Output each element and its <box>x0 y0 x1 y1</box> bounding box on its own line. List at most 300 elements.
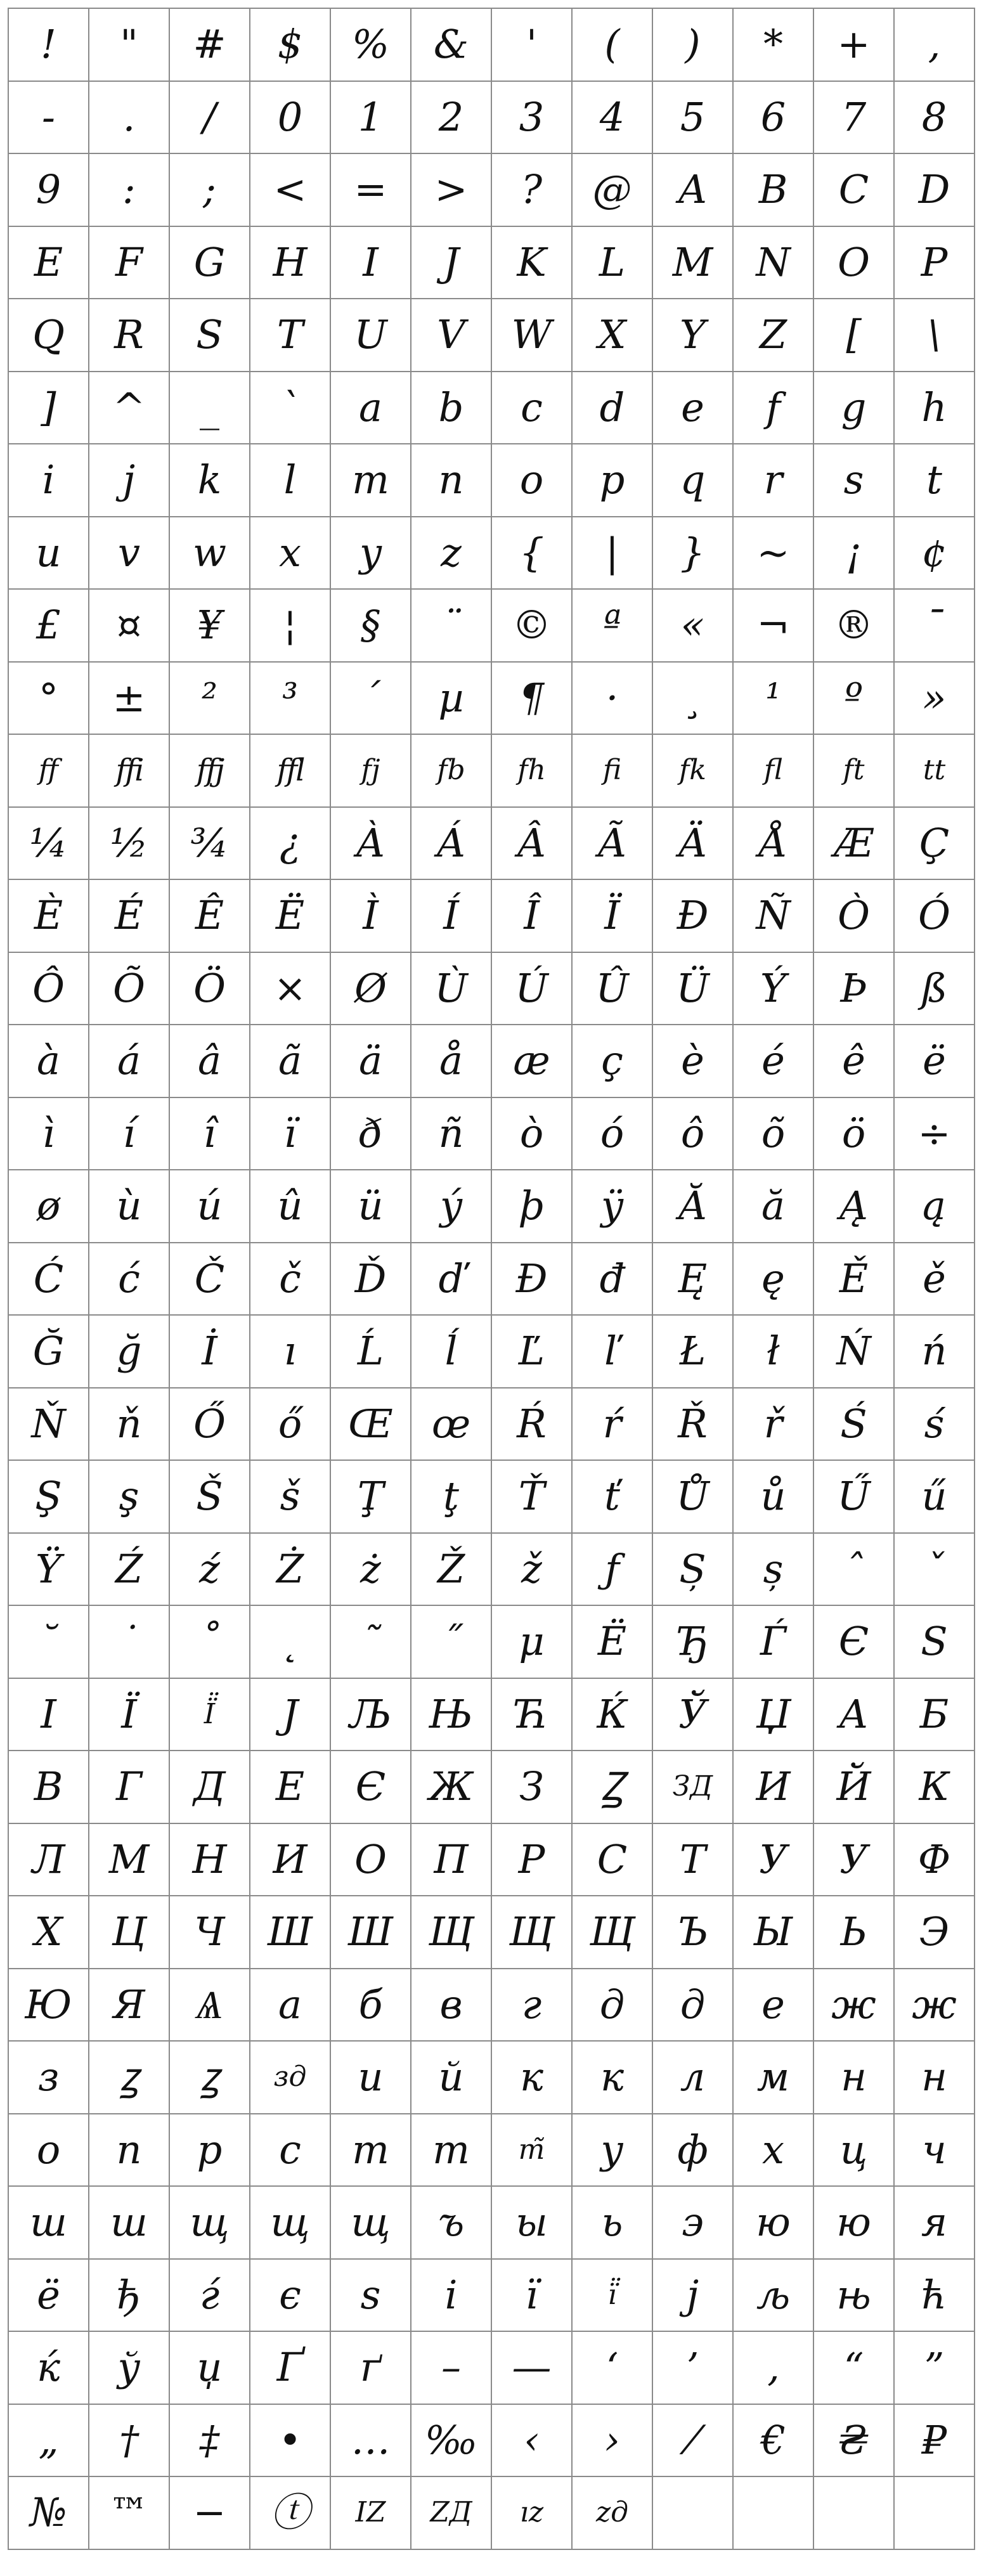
glyph-cell: Я <box>89 1969 170 2042</box>
glyph-cell: ґ <box>331 2332 411 2405</box>
glyph-cell: IZ <box>331 2477 411 2550</box>
glyph-cell: Щ <box>492 1896 573 1969</box>
glyph-cell: ќ <box>9 2332 89 2405</box>
glyph-cell: м <box>734 2042 814 2114</box>
glyph-cell: j <box>89 444 170 517</box>
glyph-cell: У <box>734 1824 814 1897</box>
glyph-cell: ю <box>734 2187 814 2260</box>
glyph-cell <box>734 2477 814 2550</box>
glyph-cell: Ă <box>653 1170 734 1243</box>
glyph-cell: r <box>734 444 814 517</box>
glyph-cell: › <box>573 2405 653 2478</box>
glyph-cell: ť <box>573 1461 653 1534</box>
glyph-cell: Ÿ <box>9 1534 89 1607</box>
glyph-cell: ù <box>89 1170 170 1243</box>
glyph-cell: ¼ <box>9 808 89 881</box>
glyph-cell: ů <box>734 1461 814 1534</box>
glyph-cell: å <box>411 1025 492 1098</box>
glyph-cell: Ў <box>653 1679 734 1752</box>
glyph-cell: 9 <box>9 154 89 227</box>
glyph-cell: $ <box>250 9 331 82</box>
glyph-cell: ъ <box>411 2187 492 2260</box>
glyph-cell: ð <box>331 1098 411 1171</box>
glyph-cell: 5 <box>653 82 734 155</box>
glyph-cell: • <box>250 2405 331 2478</box>
glyph-cell: ы <box>492 2187 573 2260</box>
glyph-cell: ѓ <box>170 2260 250 2333</box>
glyph-cell <box>814 2477 895 2550</box>
glyph-cell: ß <box>895 953 975 1026</box>
glyph-cell: ‡ <box>170 2405 250 2478</box>
glyph-cell: ș <box>734 1534 814 1607</box>
glyph-cell: л <box>653 2042 734 2114</box>
glyph-cell: fh <box>492 735 573 808</box>
glyph-cell: р <box>170 2114 250 2187</box>
glyph-cell: З <box>492 1751 573 1824</box>
glyph-cell: , <box>895 9 975 82</box>
glyph-cell: Ř <box>653 1388 734 1461</box>
glyph-cell: ¬ <box>734 590 814 663</box>
glyph-cell: Þ <box>814 953 895 1026</box>
glyph-cell: Е <box>250 1751 331 1824</box>
glyph-cell: º <box>814 663 895 735</box>
glyph-cell: І <box>9 1679 89 1752</box>
glyph-cell: ň <box>89 1388 170 1461</box>
glyph-cell: Ő <box>170 1388 250 1461</box>
glyph-cell: ñ <box>411 1098 492 1171</box>
glyph-cell: ’ <box>653 2332 734 2405</box>
glyph-cell: ü <box>331 1170 411 1243</box>
glyph-cell: ї <box>492 2260 573 2333</box>
glyph-cell: + <box>814 9 895 82</box>
glyph-cell: Ø <box>331 953 411 1026</box>
glyph-cell: ” <box>895 2332 975 2405</box>
glyph-cell: ż <box>331 1534 411 1607</box>
glyph-cell: … <box>331 2405 411 2478</box>
glyph-cell: ў <box>89 2332 170 2405</box>
glyph-cell: q <box>653 444 734 517</box>
glyph-cell: ` <box>250 372 331 445</box>
glyph-cell: ™ <box>89 2477 170 2550</box>
glyph-cell: ⁄ <box>653 2405 734 2478</box>
glyph-cell: Џ <box>734 1679 814 1752</box>
glyph-cell: і <box>411 2260 492 2333</box>
glyph-cell: Ѕ <box>895 1606 975 1679</box>
glyph-cell: б <box>331 1969 411 2042</box>
glyph-cell: Ґ <box>250 2332 331 2405</box>
glyph-cell: 4 <box>573 82 653 155</box>
glyph-cell: ô <box>653 1098 734 1171</box>
glyph-cell: ƒ <box>573 1534 653 1607</box>
glyph-cell: э <box>653 2187 734 2260</box>
glyph-cell: õ <box>734 1098 814 1171</box>
glyph-cell: Щ <box>573 1896 653 1969</box>
glyph-cell: ј <box>653 2260 734 2333</box>
glyph-cell: К <box>895 1751 975 1824</box>
glyph-cell: ű <box>895 1461 975 1534</box>
glyph-cell: ř <box>734 1388 814 1461</box>
glyph-cell: É <box>89 880 170 953</box>
glyph-cell: £ <box>9 590 89 663</box>
glyph-cell: } <box>653 517 734 590</box>
glyph-cell: ё <box>9 2260 89 2333</box>
glyph-cell: Ð <box>653 880 734 953</box>
glyph-cell: F <box>89 227 170 300</box>
glyph-cell: tt <box>895 735 975 808</box>
glyph-cell: č <box>250 1243 331 1316</box>
glyph-cell: Ó <box>895 880 975 953</box>
glyph-cell: Ы <box>734 1896 814 1969</box>
glyph-cell: î <box>170 1098 250 1171</box>
glyph-cell: B <box>734 154 814 227</box>
glyph-cell <box>895 2477 975 2550</box>
glyph-cell: ж <box>895 1969 975 2042</box>
glyph-cell: ¿ <box>250 808 331 881</box>
glyph-cell: Ш <box>250 1896 331 1969</box>
glyph-cell: · <box>573 663 653 735</box>
glyph-cell: д <box>653 1969 734 2042</box>
glyph-cell: ) <box>653 9 734 82</box>
glyph-cell: ¡ <box>814 517 895 590</box>
glyph-cell: ý <box>411 1170 492 1243</box>
glyph-cell: & <box>411 9 492 82</box>
glyph-cell: Ú <box>492 953 573 1026</box>
glyph-cell: № <box>9 2477 89 2550</box>
glyph-cell: е <box>734 1969 814 2042</box>
glyph-cell: ö <box>814 1098 895 1171</box>
glyph-cell: Ö <box>170 953 250 1026</box>
glyph-cell: ë <box>895 1025 975 1098</box>
glyph-cell: « <box>653 590 734 663</box>
glyph-cell: Ј <box>250 1679 331 1752</box>
glyph-cell: н <box>814 2042 895 2114</box>
glyph-cell: ⓣ <box>250 2477 331 2550</box>
glyph-cell: Œ <box>331 1388 411 1461</box>
glyph-cell: ꙁ <box>89 2042 170 2114</box>
glyph-cell: ! <box>9 9 89 82</box>
glyph-cell: ´ <box>331 663 411 735</box>
glyph-cell: Ł <box>653 1316 734 1388</box>
glyph-cell: H <box>250 227 331 300</box>
glyph-cell: ‚ <box>734 2332 814 2405</box>
glyph-cell: d <box>573 372 653 445</box>
glyph-cell: Ä <box>653 808 734 881</box>
glyph-cell: Ď <box>331 1243 411 1316</box>
glyph-cell: — <box>492 2332 573 2405</box>
glyph-cell: ~ <box>734 517 814 590</box>
glyph-cell: Г <box>89 1751 170 1824</box>
glyph-cell: ф <box>653 2114 734 2187</box>
glyph-cell: C <box>814 154 895 227</box>
glyph-cell: Ù <box>411 953 492 1026</box>
glyph-cell: т̃ <box>492 2114 573 2187</box>
glyph-cell: - <box>9 82 89 155</box>
glyph-cell: ˜ <box>331 1606 411 1679</box>
glyph-cell: ¢ <box>895 517 975 590</box>
glyph-cell: М <box>89 1824 170 1897</box>
glyph-cell: ? <box>492 154 573 227</box>
glyph-cell: § <box>331 590 411 663</box>
glyph-cell: и <box>331 2042 411 2114</box>
glyph-cell: G <box>170 227 250 300</box>
glyph-cell: ЗД <box>653 1751 734 1824</box>
glyph-cell: w <box>170 517 250 590</box>
glyph-cell: f <box>734 372 814 445</box>
glyph-cell: ж <box>814 1969 895 2042</box>
glyph-cell: Ą <box>814 1170 895 1243</box>
glyph-cell: × <box>250 953 331 1026</box>
glyph-cell: İ <box>170 1316 250 1388</box>
glyph-cell: ћ <box>895 2260 975 2333</box>
glyph-cell: ½ <box>89 808 170 881</box>
glyph-cell: D <box>895 154 975 227</box>
glyph-cell: ‘ <box>573 2332 653 2405</box>
glyph-cell: g <box>814 372 895 445</box>
glyph-cell: 6 <box>734 82 814 155</box>
glyph-cell: ğ <box>89 1316 170 1388</box>
glyph-cell: " <box>89 9 170 82</box>
glyph-cell: о <box>9 2114 89 2187</box>
glyph-cell: ï <box>250 1098 331 1171</box>
glyph-cell: ÿ <box>573 1170 653 1243</box>
glyph-cell: > <box>411 154 492 227</box>
glyph-cell: И <box>250 1824 331 1897</box>
glyph-cell: ă <box>734 1170 814 1243</box>
glyph-cell: Ñ <box>734 880 814 953</box>
glyph-cell: ŕ <box>573 1388 653 1461</box>
glyph-cell: Ç <box>895 808 975 881</box>
glyph-cell: Ź <box>89 1534 170 1607</box>
glyph-cell: ó <box>573 1098 653 1171</box>
glyph-cell: ¶ <box>492 663 573 735</box>
glyph-cell: в <box>411 1969 492 2042</box>
glyph-cell: ¯ <box>895 590 975 663</box>
glyph-cell: ˛ <box>250 1606 331 1679</box>
glyph-cell: т <box>411 2114 492 2187</box>
glyph-cell: Ч <box>170 1896 250 1969</box>
glyph-cell: ˇ <box>895 1534 975 1607</box>
glyph-cell: O <box>814 227 895 300</box>
glyph-cell: µ <box>411 663 492 735</box>
glyph-cell: ç <box>573 1025 653 1098</box>
glyph-cell: ø <box>9 1170 89 1243</box>
glyph-cell: { <box>492 517 573 590</box>
glyph-cell: < <box>250 154 331 227</box>
glyph-cell: ° <box>9 663 89 735</box>
glyph-cell: ffl <box>250 735 331 808</box>
glyph-cell: U <box>331 299 411 372</box>
glyph-cell: Ô <box>9 953 89 1026</box>
glyph-cell: ¾ <box>170 808 250 881</box>
glyph-cell: ѕ <box>331 2260 411 2333</box>
glyph-cell: v <box>89 517 170 590</box>
glyph-cell: џ <box>170 2332 250 2405</box>
glyph-cell: ¸ <box>653 663 734 735</box>
glyph-cell: m <box>331 444 411 517</box>
glyph-cell: zд <box>573 2477 653 2550</box>
glyph-cell: s <box>814 444 895 517</box>
glyph-cell: Á <box>411 808 492 881</box>
glyph-cell: ₴ <box>814 2405 895 2478</box>
glyph-cell: ł <box>734 1316 814 1388</box>
glyph-cell: Ń <box>814 1316 895 1388</box>
glyph-cell: J <box>411 227 492 300</box>
glyph-cell: Æ <box>814 808 895 881</box>
glyph-cell: % <box>331 9 411 82</box>
glyph-cell: 8 <box>895 82 975 155</box>
glyph-cell: Ê <box>170 880 250 953</box>
glyph-cell: Ќ <box>573 1679 653 1752</box>
glyph-cell: ffi <box>89 735 170 808</box>
glyph-cell: 0 <box>250 82 331 155</box>
glyph-cell: M <box>653 227 734 300</box>
glyph-cell: ò <box>492 1098 573 1171</box>
glyph-cell: [ <box>814 299 895 372</box>
glyph-cell: В <box>9 1751 89 1824</box>
glyph-cell: À <box>331 808 411 881</box>
glyph-cell: ¨ <box>411 590 492 663</box>
glyph-cell: Љ <box>331 1679 411 1752</box>
glyph-cell: è <box>653 1025 734 1098</box>
glyph-cell: Â <box>492 808 573 881</box>
glyph-cell: Ї̈ <box>170 1679 250 1752</box>
glyph-cell: Є <box>814 1606 895 1679</box>
glyph-cell: k <box>170 444 250 517</box>
glyph-cell: щ <box>170 2187 250 2260</box>
glyph-cell: Ş <box>9 1461 89 1534</box>
glyph-cell: ˘ <box>9 1606 89 1679</box>
glyph-cell: Ğ <box>9 1316 89 1388</box>
glyph-cell: o <box>492 444 573 517</box>
glyph-cell: щ <box>250 2187 331 2260</box>
glyph-cell: њ <box>814 2260 895 2333</box>
glyph-cell: Ž <box>411 1534 492 1607</box>
glyph-cell: á <box>89 1025 170 1098</box>
glyph-cell: . <box>89 82 170 155</box>
glyph-cell: * <box>734 9 814 82</box>
glyph-cell: ì <box>9 1098 89 1171</box>
glyph-cell: є <box>250 2260 331 2333</box>
glyph-cell: æ <box>492 1025 573 1098</box>
glyph-cell: Ë <box>250 880 331 953</box>
glyph-cell: ft <box>814 735 895 808</box>
glyph-cell: ‹ <box>492 2405 573 2478</box>
glyph-cell: E <box>9 227 89 300</box>
glyph-cell: e <box>653 372 734 445</box>
glyph-cell: Ś <box>814 1388 895 1461</box>
glyph-cell: Ш <box>331 1896 411 1969</box>
glyph-cell: ĺ <box>411 1316 492 1388</box>
glyph-cell: 3 <box>492 82 573 155</box>
glyph-cell: Ŕ <box>492 1388 573 1461</box>
glyph-cell: – <box>411 2332 492 2405</box>
glyph-cell: ˚ <box>170 1606 250 1679</box>
glyph-cell: L <box>573 227 653 300</box>
glyph-cell: Ì <box>331 880 411 953</box>
glyph-cell: ě <box>895 1243 975 1316</box>
glyph-cell: Ě <box>814 1243 895 1316</box>
glyph-cell: щ <box>331 2187 411 2260</box>
glyph-cell <box>653 2477 734 2550</box>
glyph-cell: Њ <box>411 1679 492 1752</box>
glyph-cell: R <box>89 299 170 372</box>
glyph-cell: ꙁ <box>170 2042 250 2114</box>
glyph-cell: “ <box>814 2332 895 2405</box>
glyph-cell: u <box>9 517 89 590</box>
glyph-cell: 2 <box>411 82 492 155</box>
glyph-cell: Ф <box>895 1824 975 1897</box>
glyph-cell: љ <box>734 2260 814 2333</box>
glyph-cell: í <box>89 1098 170 1171</box>
glyph-cell: n <box>411 444 492 517</box>
glyph-cell: y <box>331 517 411 590</box>
glyph-cell: Q <box>9 299 89 372</box>
glyph-cell: X <box>573 299 653 372</box>
glyph-cell: Ů <box>653 1461 734 1534</box>
glyph-cell: Т <box>653 1824 734 1897</box>
glyph-cell: é <box>734 1025 814 1098</box>
glyph-cell: Ę <box>653 1243 734 1316</box>
glyph-cell: c <box>492 372 573 445</box>
glyph-cell: | <box>573 517 653 590</box>
glyph-cell: Х <box>9 1896 89 1969</box>
glyph-cell: т <box>331 2114 411 2187</box>
glyph-cell: к <box>492 2042 573 2114</box>
glyph-cell: ₽ <box>895 2405 975 2478</box>
glyph-cell: t <box>895 444 975 517</box>
glyph-cell: = <box>331 154 411 227</box>
glyph-cell: p <box>573 444 653 517</box>
glyph-cell: „ <box>9 2405 89 2478</box>
glyph-cell: I <box>331 227 411 300</box>
glyph-cell: Р <box>492 1824 573 1897</box>
glyph-cell: ž <box>492 1534 573 1607</box>
glyph-cell: Ї <box>89 1679 170 1752</box>
glyph-cell: ³ <box>250 663 331 735</box>
glyph-cell: Ż <box>250 1534 331 1607</box>
glyph-cell: Ĺ <box>331 1316 411 1388</box>
glyph-cell: ‰ <box>411 2405 492 2478</box>
glyph-cell: г <box>492 1969 573 2042</box>
glyph-cell: ő <box>250 1388 331 1461</box>
glyph-cell: ţ <box>411 1461 492 1534</box>
glyph-cell: Ж <box>411 1751 492 1824</box>
glyph-cell: х <box>734 2114 814 2187</box>
glyph-cell: fi <box>573 735 653 808</box>
glyph-cell: ć <box>89 1243 170 1316</box>
glyph-cell: T <box>250 299 331 372</box>
glyph-cell: ї̈ <box>573 2260 653 2333</box>
glyph-cell: ш <box>89 2187 170 2260</box>
glyph-cell: È <box>9 880 89 953</box>
glyph-cell: ² <box>170 663 250 735</box>
glyph-cell: Č <box>170 1243 250 1316</box>
glyph-cell: Ѧ <box>170 1969 250 2042</box>
glyph-cell: ю <box>814 2187 895 2260</box>
glyph-cell: Й <box>814 1751 895 1824</box>
glyph-cell: Д <box>170 1751 250 1824</box>
glyph-cell: ^ <box>89 372 170 445</box>
glyph-cell: b <box>411 372 492 445</box>
glyph-cell: ; <box>170 154 250 227</box>
glyph-cell: Н <box>170 1824 250 1897</box>
glyph-cell: ız <box>492 2477 573 2550</box>
glyph-cell: с <box>250 2114 331 2187</box>
glyph-cell: Ü <box>653 953 734 1026</box>
glyph-cell: Ý <box>734 953 814 1026</box>
glyph-cell: ę <box>734 1243 814 1316</box>
glyph-cell: ś <box>895 1388 975 1461</box>
